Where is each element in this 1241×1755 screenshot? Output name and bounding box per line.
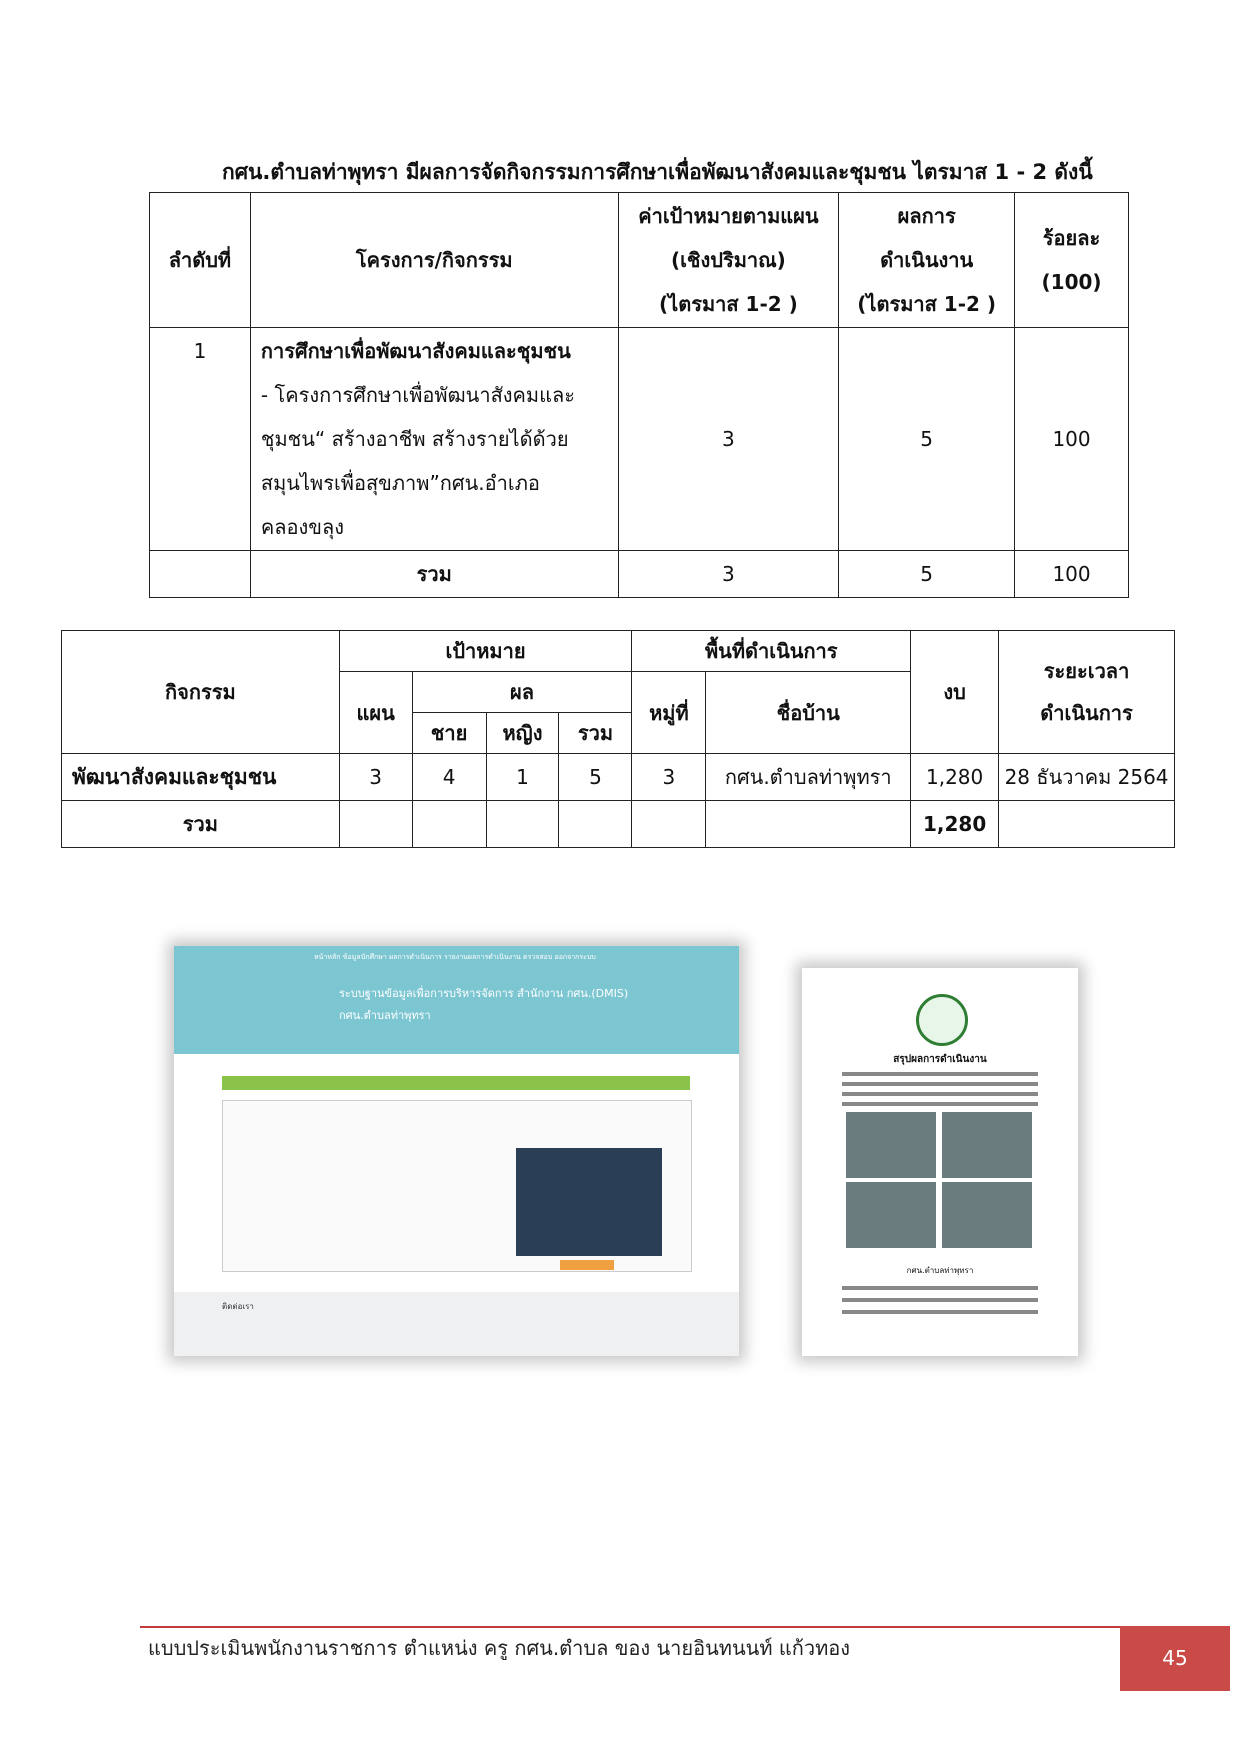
report-photo	[942, 1112, 1032, 1178]
activity-table	[61, 630, 1175, 848]
header-target: ค่าเป้าหมายตามแผน (เชิงปริมาณ) (ไตรมาส 1-2 )	[618, 193, 839, 328]
table-row	[150, 328, 1129, 551]
dmis-screenshot	[174, 946, 739, 1356]
report-caption: กศน.ตำบลท่าพุทรา	[906, 1266, 974, 1275]
header-activity: กิจกรรม	[62, 631, 340, 754]
report-photo	[942, 1182, 1032, 1248]
total-result: 5	[839, 551, 1015, 598]
dmis-orange-button	[560, 1260, 614, 1270]
total-label: รวม	[250, 551, 618, 598]
footer-divider	[140, 1626, 1120, 1628]
header-village: ชื่อบ้าน	[706, 672, 911, 754]
header-project: โครงการ/กิจกรรม	[250, 193, 618, 328]
header-goal: เป้าหมาย	[339, 631, 632, 672]
header-female: หญิง	[486, 713, 559, 754]
cell-female: 1	[486, 754, 559, 801]
header-percent: ร้อยละ (100)	[1015, 193, 1129, 328]
dmis-green-bar	[222, 1076, 690, 1090]
emblem-logo	[916, 994, 968, 1046]
results-table	[149, 192, 1129, 598]
header-period: ระยะเวลา ดำเนินการ	[999, 631, 1175, 754]
dmis-footer: ติดต่อเรา	[174, 1292, 739, 1356]
cell-period: 28 ธันวาคม 2564	[999, 754, 1175, 801]
header-male: ชาย	[412, 713, 486, 754]
header-no: ลำดับที่	[150, 193, 251, 328]
cell-project: การศึกษาเพื่อพัฒนาสังคมและชุมชน - โครงการศึกษาเพื่อพัฒนาสังคมและ ชุมชน“ สร้างอาชีพ สร้างรายได้ด้วย สมุนไพรเพื่อสุขภาพ”กศน.อำเภอ คลองขลุง	[250, 328, 618, 551]
header-moo: หมู่ที่	[632, 672, 706, 754]
dmis-nav: หน้าหลัก ข้อมูลนักศึกษา ผลการดำเนินการ รายงานผลการดำเนินงาน ตรวจสอบ ออกจากระบบ	[314, 953, 596, 961]
footer-text: แบบประเมินพนักงานราชการ ตำแหน่ง ครู กศน.ตำบล ของ นายอินทนนท์ แก้วทอง	[148, 1636, 851, 1660]
header-plan: แผน	[339, 672, 412, 754]
cell-budget: 1,280	[911, 754, 999, 801]
summary-report-cover	[802, 968, 1078, 1356]
dmis-subtitle: กศน.ตำบลท่าพุทรา	[339, 1009, 431, 1022]
total-label: รวม	[62, 801, 340, 848]
dmis-title: ระบบฐานข้อมูลเพื่อการบริหารจัดการ สำนักงาน กศน.(DMIS)	[339, 987, 629, 1000]
report-photo	[846, 1182, 936, 1248]
section-heading: กศน.ตำบลท่าพุทรา มีผลการจัดกิจกรรมการศึกษาเพื่อพัฒนาสังคมและชุมชน ไตรมาส 1 - 2 ดังนี้	[222, 160, 1093, 184]
total-row	[62, 801, 1175, 848]
cell-male: 4	[412, 754, 486, 801]
total-row	[150, 551, 1129, 598]
cell-target: 3	[618, 328, 839, 551]
table-row	[62, 754, 1175, 801]
total-percent: 100	[1015, 551, 1129, 598]
cell-plan: 3	[339, 754, 412, 801]
header-result: ผลการ ดำเนินงาน (ไตรมาส 1-2 )	[839, 193, 1015, 328]
header-result: ผล	[412, 672, 632, 713]
cell-sum: 5	[559, 754, 632, 801]
report-title: สรุปผลการดำเนินงาน	[893, 1054, 987, 1065]
dmis-photo	[516, 1148, 662, 1256]
cell-no: 1	[150, 328, 251, 551]
report-photo	[846, 1112, 936, 1178]
page-number: 45	[1120, 1626, 1230, 1691]
cell-result: 5	[839, 328, 1015, 551]
header-sum: รวม	[559, 713, 632, 754]
cell-activity: พัฒนาสังคมและชุมชน	[62, 754, 340, 801]
table-header-row	[150, 193, 1129, 328]
cell-village: กศน.ตำบลท่าพุทรา	[706, 754, 911, 801]
header-budget: งบ	[911, 631, 999, 754]
cell-moo: 3	[632, 754, 706, 801]
total-target: 3	[618, 551, 839, 598]
cell-percent: 100	[1015, 328, 1129, 551]
header-area: พื้นที่ดำเนินการ	[632, 631, 911, 672]
cell-empty	[150, 551, 251, 598]
total-budget: 1,280	[911, 801, 999, 848]
